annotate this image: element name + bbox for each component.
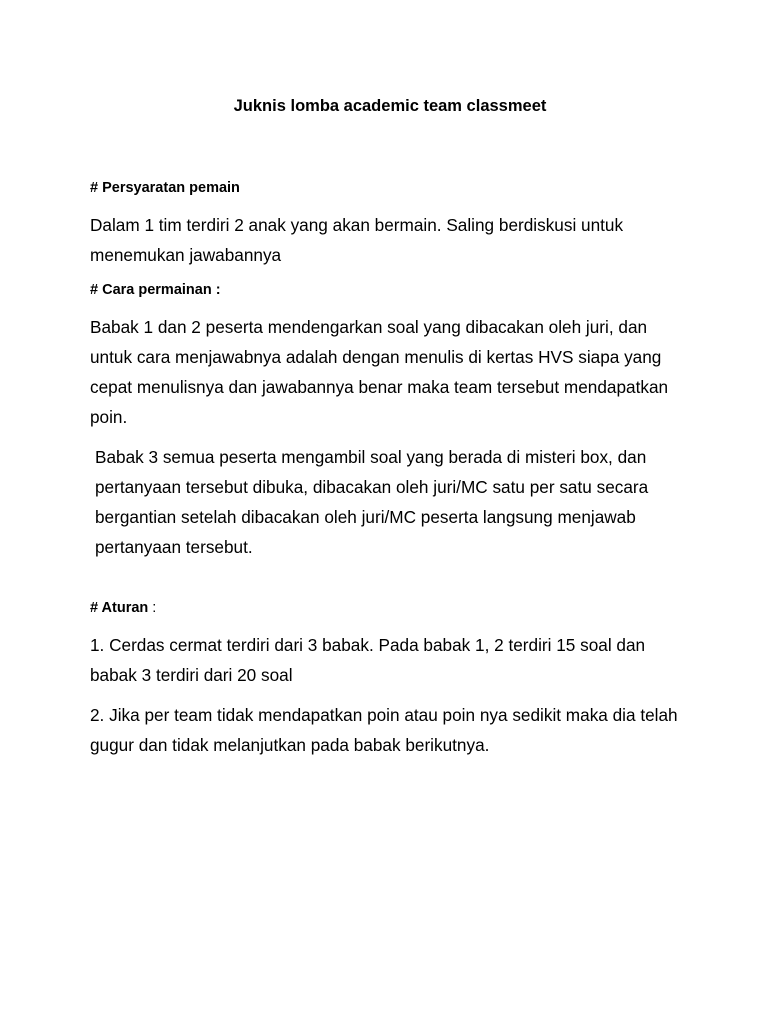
document-content	[90, 94, 690, 770]
paragraph-aturan-1: 1. Cerdas cermat terdiri dari 3 babak. Pada babak 1, 2 terdiri 15 soal dan babak 3 terdiri dari 20 soal	[90, 635, 646, 685]
section-heading-aturan-text: # Aturan	[90, 600, 149, 616]
section-heading-cara-permainan: # Cara permainan :	[90, 282, 221, 298]
paragraph-babak-1-2: Babak 1 dan 2 peserta mendengarkan soal yang dibacakan oleh juri, dan untuk cara menjawabnya adalah dengan menulis di kertas HVS siapa yang cepat menulisnya dan jawabannya benar maka team tersebut mendapatkan poin.	[90, 317, 669, 427]
document-title: Juknis lomba academic team classmeet	[233, 97, 547, 115]
section-heading-aturan	[90, 598, 690, 618]
paragraph-babak-3: Babak 3 semua peserta mengambil soal yang berada di misteri box, dan pertanyaan tersebut dibuka, dibacakan oleh juri/MC satu per satu secara bergantian setelah dibacakan oleh juri/MC peserta langsung menjawab pertanyaan tersebut.	[95, 447, 649, 557]
section-heading-persyaratan: # Persyaratan pemain	[90, 180, 240, 196]
paragraph-aturan-2: 2. Jika per team tidak mendapatkan poin atau poin nya sedikit maka dia telah gugur dan tidak melanjutkan pada babak berikutnya.	[90, 705, 678, 755]
section-heading-aturan-colon: :	[148, 600, 157, 616]
spacer	[90, 572, 690, 598]
paragraph-persyaratan: Dalam 1 tim terdiri 2 anak yang akan bermain. Saling berdiskusi untuk menemukan jawabannya	[90, 215, 624, 265]
